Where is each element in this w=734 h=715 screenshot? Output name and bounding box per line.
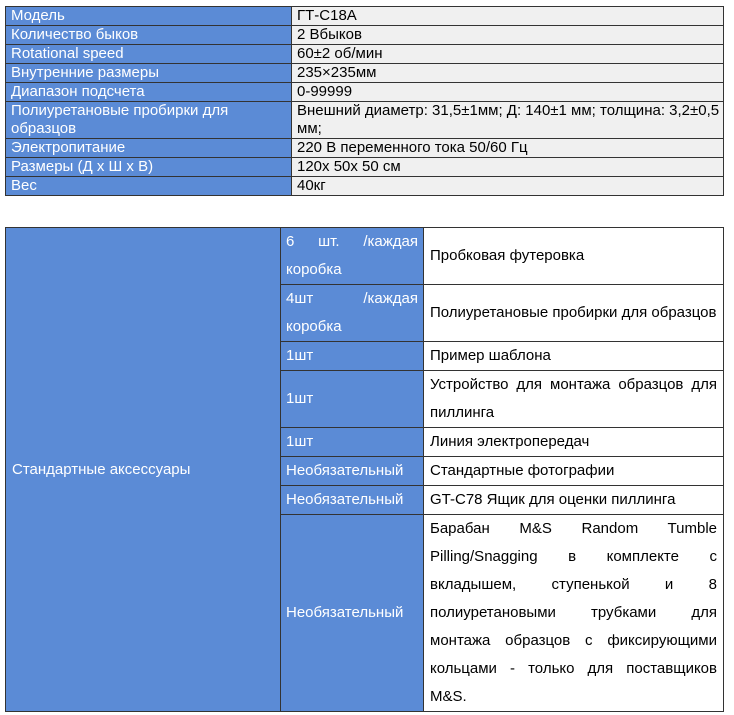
accessories-category: Стандартные аксессуары xyxy=(6,228,281,712)
spec-value: ГТ-C18A xyxy=(292,7,724,26)
accessories-table xyxy=(5,227,724,712)
spec-value: 40кг xyxy=(292,177,724,196)
spec-key: Электропитание xyxy=(6,139,292,158)
accessory-row xyxy=(6,228,724,285)
spec-value: 0-99999 xyxy=(292,83,724,102)
accessory-desc: GT-C78 Ящик для оценки пиллинга xyxy=(424,486,724,515)
spec-row xyxy=(6,64,724,83)
spec-row xyxy=(6,158,724,177)
spec-row xyxy=(6,177,724,196)
spec-row xyxy=(6,45,724,64)
spec-row xyxy=(6,83,724,102)
specifications-table xyxy=(5,6,724,196)
accessory-desc: Пробковая футеровка xyxy=(424,228,724,285)
spec-key: Rotational speed xyxy=(6,45,292,64)
spec-row xyxy=(6,26,724,45)
accessory-qty: Необязательный xyxy=(281,486,424,515)
accessory-qty: 1шт xyxy=(281,342,424,371)
spec-key: Количество быков xyxy=(6,26,292,45)
spec-key: Модель xyxy=(6,7,292,26)
spec-value: 235×235мм xyxy=(292,64,724,83)
spec-key: Внутренние размеры xyxy=(6,64,292,83)
spec-value: Внешний диаметр: 31,5±1мм; Д: 140±1 мм; толщина: 3,2±0,5 мм; xyxy=(292,102,724,139)
accessory-desc: Барабан M&S Random Tumble Pilling/Snagging в комплекте с вкладышем, ступенькой и 8 полиуретановыми трубками для монтажа образцов с фиксирующими кольцами - только для поставщиков M&S. xyxy=(424,515,724,712)
spec-key: Размеры (Д х Ш х В) xyxy=(6,158,292,177)
accessory-desc: Пример шаблона xyxy=(424,342,724,371)
accessory-qty: 1шт xyxy=(281,428,424,457)
accessory-qty: 1шт xyxy=(281,371,424,428)
accessory-qty: 4шт /каждая коробка xyxy=(281,285,424,342)
spec-value: 120x 50x 50 см xyxy=(292,158,724,177)
spec-row xyxy=(6,139,724,158)
accessory-desc: Линия электропередач xyxy=(424,428,724,457)
accessory-qty: Необязательный xyxy=(281,457,424,486)
spec-value: 220 В переменного тока 50/60 Гц xyxy=(292,139,724,158)
accessory-desc: Устройство для монтажа образцов для пиллинга xyxy=(424,371,724,428)
spec-value: 60±2 об/мин xyxy=(292,45,724,64)
accessory-desc: Полиуретановые пробирки для образцов xyxy=(424,285,724,342)
spec-row xyxy=(6,7,724,26)
spec-row xyxy=(6,102,724,139)
spec-key: Диапазон подсчета xyxy=(6,83,292,102)
accessory-qty: 6 шт. /каждая коробка xyxy=(281,228,424,285)
accessory-qty: Необязательный xyxy=(281,515,424,712)
spec-value: 2 Вбыков xyxy=(292,26,724,45)
spec-key: Полиуретановые пробирки для образцов xyxy=(6,102,292,139)
spec-key: Вес xyxy=(6,177,292,196)
accessory-desc: Стандартные фотографии xyxy=(424,457,724,486)
